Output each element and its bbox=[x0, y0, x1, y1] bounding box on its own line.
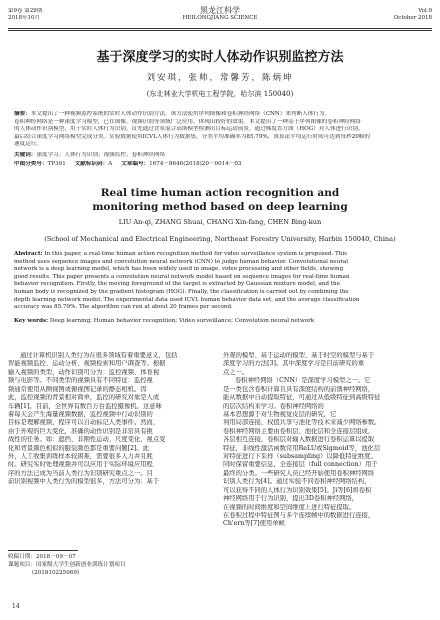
body-line: 化和背景颜色相似的服装颜色都是重要问题[2]。此 bbox=[8, 444, 150, 452]
header-rule bbox=[8, 28, 432, 29]
body-line: 通过计算机识别人类行为在很多领域有着重要意义，包括 bbox=[20, 352, 178, 359]
body-line: 目标是理解视频，程序可以自动标记人类事件。然而， bbox=[8, 419, 160, 427]
issue-label: 第9卷 第29期 bbox=[8, 8, 43, 14]
issue-date: 2018年10月 bbox=[8, 14, 40, 21]
body-line: 战性的任务。如：遮挡、非刚性运动、尺度变化、视点变 bbox=[8, 436, 166, 444]
abstract-en bbox=[14, 251, 430, 312]
keywords-cn-text: 深度学习；人体行为识别；视频监控；卷积神经网络 bbox=[36, 152, 166, 158]
abstract-en-line: network is a deep learning model, which has been widely used in image, video processing and other fields, showing bbox=[14, 266, 344, 273]
abstract-en-line: good results. This paper presents a convolution neural network model based on sequence images for real-time human bbox=[14, 273, 350, 280]
paper-title-cn: 基于深度学习的实时人体动作识别监控方法 bbox=[96, 50, 344, 65]
abstract-en-line: human body is recognized by the gradient histogram (HOG). Finally, the classification is carried out by combining the bbox=[14, 288, 349, 295]
body-line: 时。研究实时处理视频并可以应用于实际环境应用程 bbox=[8, 461, 153, 469]
abstract-cn-line: 本文提出了一种视频监控系统的实时人体动作识别方法。该方法使用序列图像和卷积神经网络（CNN）来判断人体行为。 bbox=[30, 111, 331, 117]
body-line: 基本思想源于对生物视觉皮层的研究，它 bbox=[223, 410, 337, 418]
abstract-cn bbox=[14, 111, 430, 149]
abstract-en-line: behavior recognition. Firstly, the moving foreground of the target is extracted by Gaussian mixture model, and the bbox=[14, 281, 340, 288]
body-line: 神经网络用于行为识别，提出3D卷积神经网络， bbox=[223, 495, 358, 503]
doc-code-label: 文献标识码： bbox=[74, 161, 109, 167]
body-line: 频通常使用从侧视图或俯视图记录的静态相机。因 bbox=[8, 385, 147, 393]
body-column-right bbox=[223, 352, 428, 529]
body-line: 对特征进行下采样（subsampling）以降低特征维度。 bbox=[223, 453, 377, 461]
paper-title-en: Real time human action recognition and monitoring method based on deep learning bbox=[92, 187, 348, 213]
body-line: 同时保留重要信息，全连接层（full connection）用于 bbox=[223, 461, 378, 469]
body-line: 是一类包含卷积计算且具有深度结构的前馈神经网络， bbox=[223, 385, 375, 393]
body-line: 输入视频的类型，动作识别可分为：监控视频、体育视 bbox=[8, 368, 160, 376]
running-header bbox=[8, 6, 432, 26]
body-line: 由于外观的巨大变化，准确的动作识别是非常具有挑 bbox=[8, 427, 153, 435]
abstract-en-label: Abstract: bbox=[14, 251, 43, 257]
abstract-cn-line: 最后结合深度学习网络模型完成分类。实验数据使用ICVL人体行为数据集，分类平均准确率为85.79%，该算法平均运行时间可达到每秒20帧的 bbox=[14, 133, 370, 140]
journal-name-cn: 黑龙江科学 bbox=[200, 6, 240, 15]
body-line: Ch'ern等[7]使用单帧 bbox=[223, 520, 285, 528]
body-line: 能从数据中自动提取特征，可通过从低级特征到高级特征 bbox=[223, 394, 381, 402]
body-line: 前识别视频中人类行为的模型很多，方法可分为：基于 bbox=[8, 478, 160, 486]
affiliation-cn: (东北林业大学机电工程学院，哈尔滨 150040) bbox=[146, 90, 294, 98]
body-line: 利用局部连接、权值共享与池化等技术来减少网络参数。 bbox=[223, 419, 381, 427]
body-line: 识别人类行为[4]。通过实验不同卷积神经网络结构， bbox=[223, 478, 371, 486]
body-line: 可以获得不同的人体行为识别效果[5]。Ji等[6]将卷积 bbox=[223, 486, 372, 494]
body-line: 序的方法已成为当前人类行为识别研究重点之一。目 bbox=[8, 469, 153, 477]
body-line: 频与电影等。不同类型的视频具有不同特征：监控视 bbox=[8, 377, 153, 385]
volume-label: Vol.9 bbox=[418, 8, 432, 14]
body-line: 卷积神经网络主要由卷积层、池化层和全连接层组成， bbox=[223, 427, 375, 435]
body-line: 卷积神经网络（CNN）是深度学习模型之一。它 bbox=[235, 377, 371, 385]
body-line: 着每天会产生海量视频数据，监控视频中行动识别的 bbox=[8, 410, 153, 418]
body-column-left bbox=[8, 352, 213, 487]
body-line: 智能视频监控、运动分析、视频检索和用户调查等。根据 bbox=[8, 360, 166, 368]
footnote-rule bbox=[8, 550, 78, 551]
abstract-cn-line: 卷积神经网络是一种深度学习模型，已在图像、视频识别等领域广泛应用，体现出较好的效果。本文提出了一种基于序列图像的卷积神经网络 bbox=[14, 118, 361, 125]
clc-value: TP391 bbox=[47, 161, 66, 167]
header-journal bbox=[8, 6, 432, 22]
body-line: 特征，非线性激活函数常用ReLU或Sigmoid等，池化层 bbox=[223, 444, 381, 452]
keywords-cn-label: 关键词： bbox=[14, 152, 37, 158]
fund-info: 课题项目：国家级大学生创新创业训练计划项目 bbox=[8, 562, 126, 568]
keywords-en-label: Key words: bbox=[14, 318, 49, 324]
fund-number: (201810225069) bbox=[32, 570, 80, 576]
keywords-en bbox=[14, 318, 430, 326]
journal-name-en: HEILONGJIANG SCIENCE bbox=[182, 15, 258, 21]
body-line: 最终的分类。一些研究人员已经开始使用卷积神经网络 bbox=[223, 469, 375, 477]
abstract-en-line: method uses sequence images and convolution neural network (CNN) to judge human behavior. Convolutional neural bbox=[14, 258, 349, 265]
authors-cn: 刘安琪，张帅，常馨芳，陈炳坤 bbox=[146, 73, 294, 83]
body-line: 车辆[1]。目前，全世界有数百万台监控摄像机。这意味 bbox=[8, 402, 162, 410]
page-number: 14 bbox=[12, 603, 20, 610]
affiliation-en: (School of Mechanical and Electrical Engineering, Northeast Forestry University, Harbin 150040, China) bbox=[44, 235, 396, 243]
body-line: 深度学习的方法[3]。其中深度学习是目前研究的重 bbox=[223, 360, 365, 368]
doc-code-value: A bbox=[108, 161, 113, 167]
body-line: 在卷积过程中特征图与多个连续帧中的数据进行连接， bbox=[223, 512, 375, 520]
body-line: 的层次结构来学习。卷积神经网络的 bbox=[223, 402, 324, 410]
header-right bbox=[394, 8, 432, 21]
body-line: 在视频的时间维度和空间维度上进行特征提取。 bbox=[223, 503, 356, 511]
abstract-en-line: accuracy was 85.79%. The algorithm can run at about 20 frames per second. bbox=[14, 304, 233, 311]
classification-line bbox=[14, 161, 430, 169]
footnote bbox=[8, 553, 213, 577]
abstract-en-line: depth learning network model. The experimental data used ICVL human behavior data set, and the average classification bbox=[14, 296, 360, 303]
abstract-cn-line: 速度运行。 bbox=[14, 141, 42, 148]
body-line: 外观的模型、基于运动的模型、基于时空的模型与基于 bbox=[223, 352, 375, 359]
header-rule-secondary bbox=[8, 30, 432, 31]
volume-date: October 2018 bbox=[393, 14, 432, 21]
body-line: 各层相互连接，卷积层对输入数据进行卷积运算以提取 bbox=[223, 436, 375, 444]
keywords-en-text: Deep learning; Human behavior recognition; Video surveillance; Convolution neural network bbox=[49, 318, 315, 324]
abstract-cn-label: 摘要： bbox=[14, 111, 31, 117]
abstract-cn-line: 的人体动作识别模型，用于实时人体行为识别。首先通过背景混合高斯模型检测出目标运动前景，通过梯度直方图（HOG）对人体进行识别。 bbox=[14, 126, 364, 133]
body-line: 外，人工收集训练样本较困难，需要很多人力并且耗 bbox=[8, 453, 153, 461]
keywords-cn bbox=[14, 152, 430, 160]
abstract-en-line: In this paper, a real-time human action recognition method for video surveillance system is proposed. This bbox=[44, 251, 348, 257]
article-number-label: 文章编号： bbox=[121, 161, 150, 167]
body-line: 点之一。 bbox=[223, 368, 249, 376]
authors-en: LIU An-qi, ZHANG Shuai, CHANG Xin-fang, CHEN Bing-kun bbox=[118, 218, 322, 226]
body-line: 此，监控视频的背景相对简单，监控的研究对象是人或 bbox=[8, 394, 160, 402]
clc-label: 中图分类号： bbox=[14, 161, 48, 167]
received-date: 收稿日期：2018－09－07 bbox=[8, 554, 76, 560]
article-number-value: 1674－8646(2018)20－0014－03 bbox=[149, 161, 242, 167]
